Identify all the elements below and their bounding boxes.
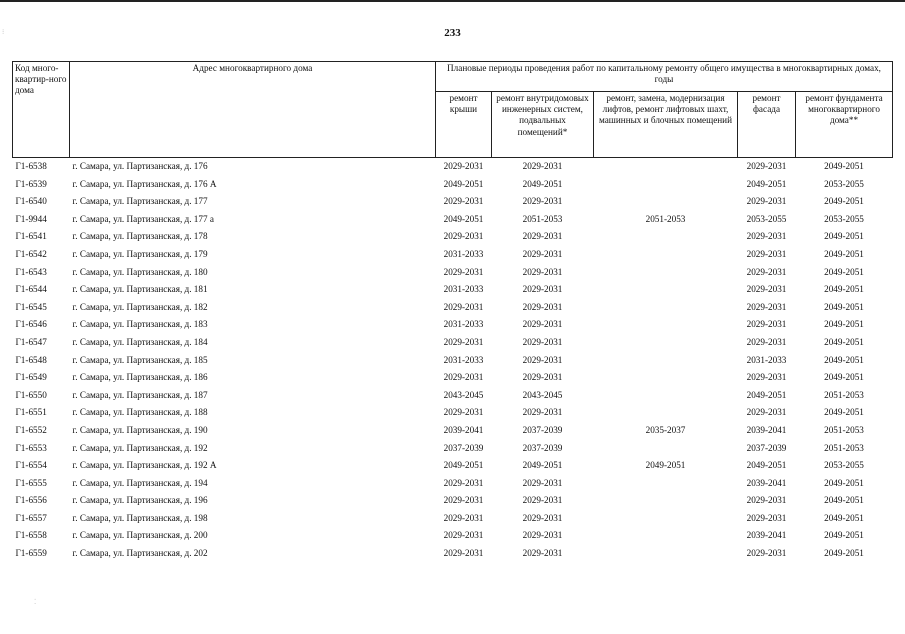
- cell-lifts: [594, 299, 738, 317]
- cell-address: г. Самара, ул. Партизанская, д. 187: [72, 389, 208, 400]
- cell-engineering: 2049-2051: [522, 460, 563, 471]
- cell-facade: 2053-2055: [746, 213, 787, 224]
- cell-address: г. Самара, ул. Партизанская, д. 184: [72, 336, 208, 347]
- cell-foundation: 2049-2051: [824, 354, 864, 365]
- cell-lifts: 2035-2037: [645, 424, 686, 435]
- cell-facade: 2029-2031: [746, 319, 787, 330]
- cell-engineering: 2051-2053: [522, 213, 563, 224]
- cell-engineering: 2029-2031: [522, 161, 563, 171]
- header-lifts: ремонт, замена, модернизация лифтов, ремонт лифтовых шахт, машинных и блочных помещений: [594, 92, 738, 158]
- cell-roof: 2029-2031: [443, 477, 484, 488]
- cell-address: г. Самара, ул. Партизанская, д. 194: [72, 477, 208, 488]
- cell-facade: 2029-2031: [746, 407, 787, 418]
- header-roof: ремонт крыши: [436, 92, 492, 158]
- cell-lifts: [594, 176, 738, 194]
- cell-foundation: 2053-2055: [824, 460, 864, 471]
- cell-engineering: 2029-2031: [522, 266, 563, 277]
- cell-foundation: 2049-2051: [824, 161, 864, 171]
- cell-lifts: [594, 440, 738, 458]
- cell-engineering: 2037-2039: [522, 442, 563, 453]
- cell-facade: 2029-2031: [746, 266, 787, 277]
- cell-code: Г1-9944: [15, 213, 47, 224]
- table-row: [13, 440, 893, 458]
- cell-roof: 2029-2031: [443, 301, 484, 312]
- cell-code: Г1-6554: [15, 460, 47, 471]
- table-row: [13, 176, 893, 194]
- table-row: [13, 299, 893, 317]
- cell-address: г. Самара, ул. Партизанская, д. 188: [72, 407, 208, 418]
- cell-foundation: 2049-2051: [824, 319, 864, 330]
- cell-address: г. Самара, ул. Партизанская, д. 186: [72, 372, 208, 383]
- cell-code: Г1-6548: [15, 354, 47, 365]
- cell-foundation: 2051-2053: [824, 424, 864, 435]
- cell-code: Г1-6551: [15, 407, 47, 418]
- table-row: [13, 492, 893, 510]
- cell-foundation: 2049-2051: [824, 512, 864, 523]
- cell-engineering: 2029-2031: [522, 372, 563, 383]
- header-periods-group: Плановые периоды проведения работ по капитальному ремонту общего имущества в многоквартирных домах, годы: [436, 62, 893, 92]
- cell-foundation: 2049-2051: [824, 407, 864, 418]
- table-row: [13, 211, 893, 229]
- cell-roof: 2043-2045: [443, 389, 484, 400]
- cell-lifts: [594, 510, 738, 528]
- cell-address: г. Самара, ул. Партизанская, д. 196: [72, 495, 208, 506]
- cell-roof: 2029-2031: [443, 336, 484, 347]
- cell-lifts: [594, 281, 738, 299]
- cell-address: г. Самара, ул. Партизанская, д. 190: [72, 424, 208, 435]
- cell-engineering: 2029-2031: [522, 477, 563, 488]
- cell-roof: 2049-2051: [443, 213, 484, 224]
- cell-foundation: 2049-2051: [824, 336, 864, 347]
- cell-lifts: [594, 193, 738, 211]
- cell-foundation: 2049-2051: [824, 495, 864, 506]
- cell-facade: 2029-2031: [746, 372, 787, 383]
- cell-roof: 2037-2039: [443, 442, 484, 453]
- cell-code: Г1-6557: [15, 512, 47, 523]
- cell-address: г. Самара, ул. Партизанская, д. 185: [72, 354, 208, 365]
- cell-address: г. Самара, ул. Партизанская, д. 177 а: [72, 213, 214, 224]
- cell-code: Г1-6541: [15, 231, 47, 242]
- cell-foundation: 2049-2051: [824, 248, 864, 259]
- cell-address: г. Самара, ул. Партизанская, д. 176 А: [72, 178, 217, 189]
- cell-code: Г1-6538: [15, 161, 47, 171]
- cell-code: Г1-6540: [15, 196, 47, 207]
- cell-engineering: 2029-2031: [522, 231, 563, 242]
- table-row: [13, 316, 893, 334]
- table-row: [13, 228, 893, 246]
- table-row: [13, 264, 893, 282]
- cell-lifts: [594, 264, 738, 282]
- cell-lifts: [594, 246, 738, 264]
- cell-roof: 2029-2031: [443, 530, 484, 541]
- cell-engineering: 2029-2031: [522, 354, 563, 365]
- cell-facade: 2031-2033: [746, 354, 787, 365]
- table-body: [13, 158, 893, 563]
- cell-engineering: 2029-2031: [522, 196, 563, 207]
- cell-facade: 2029-2031: [746, 336, 787, 347]
- cell-lifts: [594, 316, 738, 334]
- header-facade: ремонт фасада: [738, 92, 796, 158]
- cell-facade: 2039-2041: [746, 477, 787, 488]
- cell-engineering: 2029-2031: [522, 548, 563, 559]
- capital-repair-table: [12, 61, 893, 563]
- cell-code: Г1-6558: [15, 530, 47, 541]
- cell-lifts: 2051-2053: [645, 213, 686, 224]
- cell-address: г. Самара, ул. Партизанская, д. 178: [72, 231, 208, 242]
- cell-lifts: [594, 352, 738, 370]
- cell-engineering: 2029-2031: [522, 495, 563, 506]
- cell-code: Г1-6546: [15, 319, 47, 330]
- cell-engineering: 2043-2045: [522, 389, 563, 400]
- cell-roof: 2029-2031: [443, 548, 484, 559]
- cell-facade: 2049-2051: [746, 460, 787, 471]
- cell-code: Г1-6556: [15, 495, 47, 506]
- cell-roof: 2029-2031: [443, 372, 484, 383]
- cell-roof: 2049-2051: [443, 178, 484, 189]
- cell-lifts: [594, 527, 738, 545]
- cell-code: Г1-6543: [15, 266, 47, 277]
- cell-facade: 2029-2031: [746, 248, 787, 259]
- page-number: 233: [444, 27, 461, 39]
- cell-address: г. Самара, ул. Партизанская, д. 198: [72, 512, 208, 523]
- table-row: [13, 352, 893, 370]
- cell-roof: 2031-2033: [443, 284, 484, 295]
- cell-roof: 2029-2031: [443, 407, 484, 418]
- cell-engineering: 2029-2031: [522, 319, 563, 330]
- table-row: [13, 193, 893, 211]
- cell-address: г. Самара, ул. Партизанская, д. 200: [72, 530, 208, 541]
- cell-roof: 2029-2031: [443, 196, 484, 207]
- cell-facade: 2029-2031: [746, 161, 787, 171]
- cell-lifts: [594, 492, 738, 510]
- cell-roof: 2031-2033: [443, 354, 484, 365]
- cell-address: г. Самара, ул. Партизанская, д. 183: [72, 319, 208, 330]
- cell-lifts: [594, 545, 738, 563]
- cell-roof: 2039-2041: [443, 424, 484, 435]
- cell-foundation: 2049-2051: [824, 477, 864, 488]
- cell-lifts: [594, 334, 738, 352]
- cell-lifts: [594, 369, 738, 387]
- cell-engineering: 2049-2051: [522, 178, 563, 189]
- cell-facade: 2029-2031: [746, 284, 787, 295]
- table-row: [13, 545, 893, 563]
- cell-foundation: 2049-2051: [824, 530, 864, 541]
- header-address: Адрес многоквартирного дома: [70, 62, 436, 158]
- table-row: [13, 334, 893, 352]
- cell-address: г. Самара, ул. Партизанская, д. 176: [72, 161, 208, 171]
- cell-roof: 2029-2031: [443, 495, 484, 506]
- cell-foundation: 2049-2051: [824, 266, 864, 277]
- cell-facade: 2049-2051: [746, 389, 787, 400]
- cell-roof: 2031-2033: [443, 248, 484, 259]
- table-row: [13, 457, 893, 475]
- cell-facade: 2029-2031: [746, 231, 787, 242]
- cell-facade: 2029-2031: [746, 548, 787, 559]
- cell-address: г. Самара, ул. Партизанская, д. 180: [72, 266, 208, 277]
- table-row: [13, 527, 893, 545]
- cell-foundation: 2049-2051: [824, 372, 864, 383]
- cell-address: г. Самара, ул. Партизанская, д. 177: [72, 196, 208, 207]
- table-row: [13, 387, 893, 405]
- cell-code: Г1-6559: [15, 548, 47, 559]
- cell-facade: 2029-2031: [746, 196, 787, 207]
- table-row: [13, 281, 893, 299]
- table-row: [13, 246, 893, 264]
- cell-engineering: 2029-2031: [522, 284, 563, 295]
- cell-code: Г1-6547: [15, 336, 47, 347]
- cell-facade: 2037-2039: [746, 442, 787, 453]
- cell-foundation: 2049-2051: [824, 284, 864, 295]
- cell-address: г. Самара, ул. Партизанская, д. 192: [72, 442, 208, 453]
- cell-code: Г1-6545: [15, 301, 47, 312]
- cell-lifts: [594, 404, 738, 422]
- cell-lifts: [594, 228, 738, 246]
- table-row: [13, 510, 893, 528]
- cell-roof: 2031-2033: [443, 319, 484, 330]
- table-row: [13, 369, 893, 387]
- cell-facade: 2039-2041: [746, 530, 787, 541]
- table-row: [13, 422, 893, 440]
- top-rule: [0, 0, 905, 2]
- cell-lifts: [594, 387, 738, 405]
- cell-code: Г1-6542: [15, 248, 47, 259]
- header-engineering: ремонт внутридомовых инженерных систем, подвальных помещений*: [492, 92, 594, 158]
- cell-code: Г1-6539: [15, 178, 47, 189]
- cell-code: Г1-6555: [15, 477, 47, 488]
- header-code: Код много-квартир-ного дома: [13, 62, 70, 158]
- cell-engineering: 2029-2031: [522, 336, 563, 347]
- cell-code: Г1-6544: [15, 284, 47, 295]
- cell-facade: 2029-2031: [746, 495, 787, 506]
- cell-roof: 2029-2031: [443, 512, 484, 523]
- cell-code: Г1-6549: [15, 372, 47, 383]
- cell-foundation: 2053-2055: [824, 178, 864, 189]
- cell-roof: 2029-2031: [443, 266, 484, 277]
- cell-foundation: 2049-2051: [824, 548, 864, 559]
- cell-engineering: 2037-2039: [522, 424, 563, 435]
- cell-engineering: 2029-2031: [522, 530, 563, 541]
- cell-roof: 2049-2051: [443, 460, 484, 471]
- cell-lifts: [594, 475, 738, 493]
- cell-facade: 2029-2031: [746, 512, 787, 523]
- cell-address: г. Самара, ул. Партизанская, д. 182: [72, 301, 208, 312]
- table-row: [13, 158, 893, 176]
- cell-foundation: 2051-2053: [824, 389, 864, 400]
- cell-foundation: 2049-2051: [824, 196, 864, 207]
- cell-facade: 2049-2051: [746, 178, 787, 189]
- cell-address: г. Самара, ул. Партизанская, д. 192 А: [72, 460, 217, 471]
- cell-engineering: 2029-2031: [522, 248, 563, 259]
- cell-address: г. Самара, ул. Партизанская, д. 179: [72, 248, 208, 259]
- scan-edge-mark: ⁝: [2, 28, 5, 36]
- cell-engineering: 2029-2031: [522, 301, 563, 312]
- table-row: [13, 404, 893, 422]
- cell-engineering: 2029-2031: [522, 512, 563, 523]
- header-foundation: ремонт фундамента многоквартирного дома**: [796, 92, 893, 158]
- cell-engineering: 2029-2031: [522, 407, 563, 418]
- cell-code: Г1-6550: [15, 389, 47, 400]
- cell-roof: 2029-2031: [443, 161, 484, 171]
- cell-roof: 2029-2031: [443, 231, 484, 242]
- cell-foundation: 2049-2051: [824, 231, 864, 242]
- cell-address: г. Самара, ул. Партизанская, д. 202: [72, 548, 208, 559]
- scan-edge-mark: ⁚: [34, 598, 37, 606]
- cell-lifts: 2049-2051: [645, 460, 686, 471]
- cell-foundation: 2049-2051: [824, 301, 864, 312]
- cell-facade: 2029-2031: [746, 301, 787, 312]
- cell-address: г. Самара, ул. Партизанская, д. 181: [72, 284, 208, 295]
- cell-foundation: 2053-2055: [824, 213, 864, 224]
- table-row: [13, 475, 893, 493]
- cell-foundation: 2051-2053: [824, 442, 864, 453]
- cell-code: Г1-6552: [15, 424, 47, 435]
- cell-lifts: [594, 158, 738, 176]
- cell-code: Г1-6553: [15, 442, 47, 453]
- cell-facade: 2039-2041: [746, 424, 787, 435]
